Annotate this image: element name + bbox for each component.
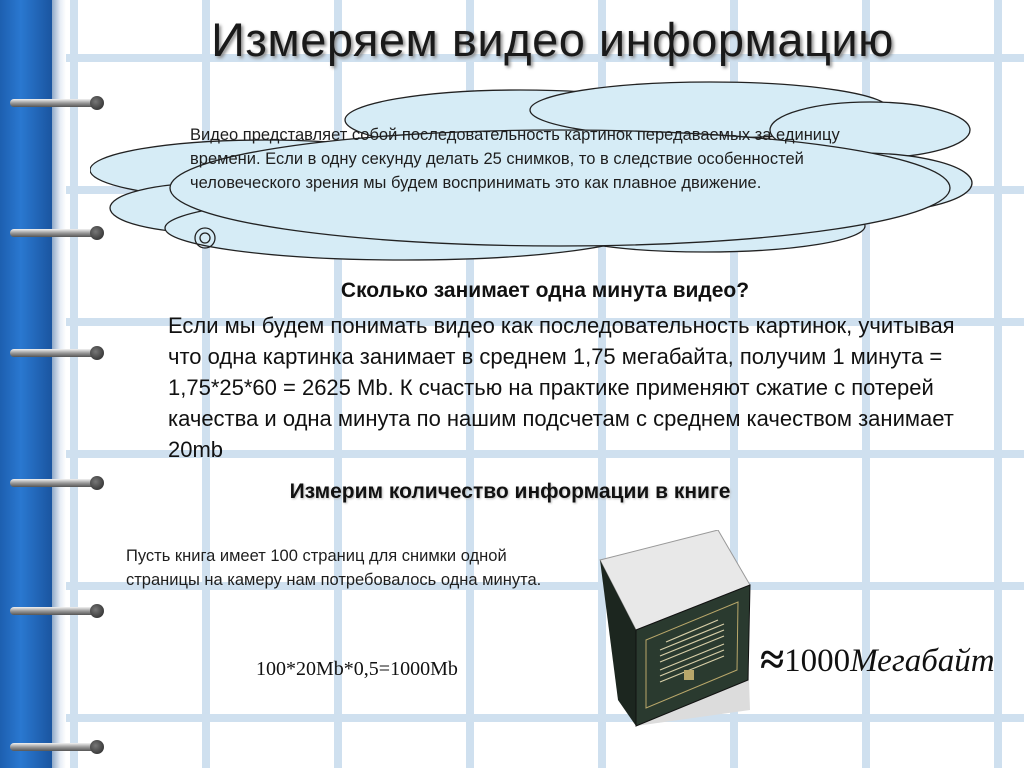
question-heading: Сколько занимает одна минута видео? bbox=[340, 279, 750, 302]
cloud-text: Видео представляет собой последовательность картинок передаваемых за единицу времени. Если в одну секунду делать 25 снимков, то в следствие особенностей человеческого зрения мы будем воспринимать это как плавное движение. bbox=[190, 126, 840, 192]
page-title: Измеряем видео информацию bbox=[211, 13, 894, 66]
explanation-paragraph: Если мы будем понимать видео как последовательность картинок, учитывая что одна картинка занимает в среднем 1,75 мегабайта, получим 1 минута = 1,75*25*60 = 2625 Mb. К счастью на практике применяют сжатие с потерей качества и одна минута по нашим подсчетам с среднем качеством занимает 20mb bbox=[168, 313, 955, 462]
approx-symbol: ≈ bbox=[760, 635, 785, 684]
approx-result bbox=[760, 634, 995, 685]
book-section-text: Пусть книга имеет 100 страниц для снимки одной страницы на камеру нам потребовалось одна минута. bbox=[126, 547, 542, 589]
binder-ring bbox=[10, 346, 104, 360]
book-image bbox=[588, 530, 758, 730]
approx-value: 1000 bbox=[784, 643, 851, 679]
binder-spine-edge bbox=[52, 0, 66, 768]
formula: 100*20Mb*0,5=1000Mb bbox=[256, 658, 458, 680]
book-section-heading: Измерим количество информации в книге bbox=[289, 480, 731, 503]
binder-spine bbox=[0, 0, 52, 768]
binder-ring bbox=[10, 604, 104, 618]
approx-unit: Мегабайт bbox=[850, 643, 995, 679]
binder-ring bbox=[10, 740, 104, 754]
